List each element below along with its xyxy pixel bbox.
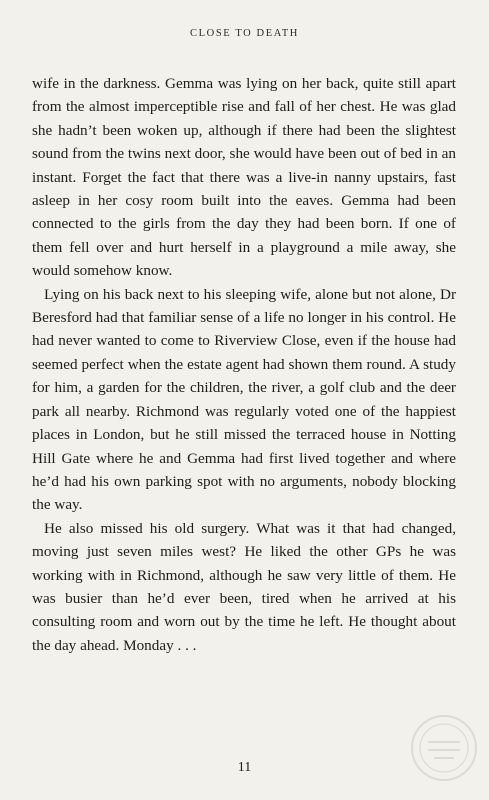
page-number: 11 [237,760,252,775]
paragraph-3: He also missed his old surgery. What was it that had changed, moving just seven miles west? He liked the other GPs he was working with in Richmond, although he saw very little of them. He was busier than he’d ever been, tired when he arrived at his consulting room and worn out by the time he left. He thought about the day ahead. Monday . . . [32,519,456,654]
body-text [32,72,456,657]
running-head: CLOSE TO DEATH [190,28,299,39]
paragraph-2: Lying on his back next to his sleeping wife, alone but not alone, Dr Beresford had that familiar sense of a life no longer in his control. He had never wanted to come to Riverview Close, even if the house had seemed perfect when the estate agent had shown them round. A study for him, a garden for the children, the river, a golf club and the deer park all nearby. Richmond was regularly voted one of the happiest places in London, but he still missed the terraced house in Notting Hill Gate where he and Gemma had first lived together and where he’d had his own parking spot with no arguments, nobody blocking the way. [32,285,456,514]
paragraph-1: wife in the darkness. Gemma was lying on her back, quite still apart from the almost imperceptible rise and fall of her chest. He was glad she hadn’t been woken up, although if there had been the slightest sound from the twins next door, she would have been out of bed in an instant. Forget the fact that there was a live-in nanny upstairs, fast asleep in her cosy room built into the eaves. Gemma had been connected to the girls from the day they had been born. If one of them fell over and hurt herself in a playground a mile away, she would somehow know. [32,75,456,280]
